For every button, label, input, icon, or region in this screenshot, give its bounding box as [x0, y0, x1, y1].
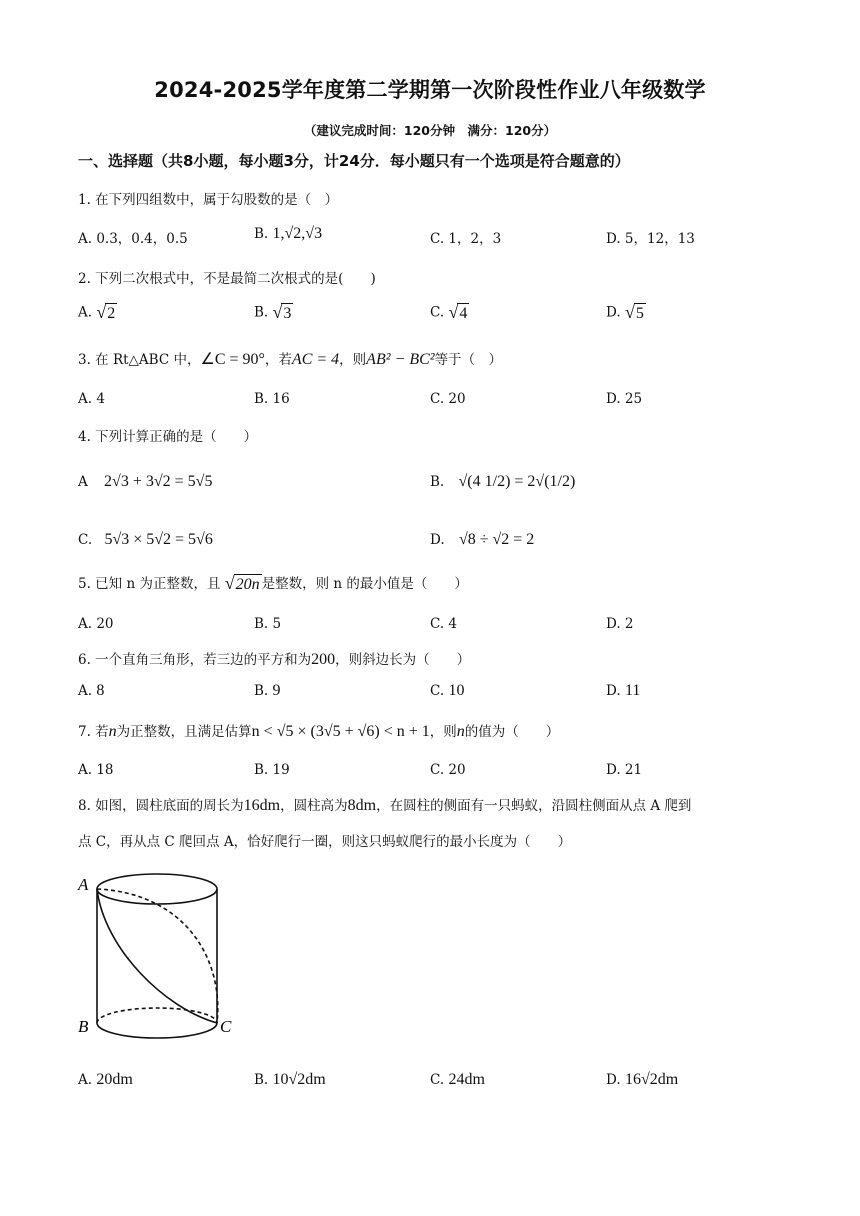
q4-option-c-prefix: C. — [78, 532, 93, 548]
q8-option-c-value: 24dm — [448, 1071, 485, 1088]
q8-option-c — [430, 1071, 485, 1089]
q8-stem-part: ，圆柱高为 — [280, 798, 348, 814]
q8-stem-part: ，在圆柱的侧面有一只蚂蚁，沿圆柱侧面从点 A 爬到 — [376, 798, 692, 814]
q5-stem-part: 5. 已知 n 为正整数，且 — [78, 576, 221, 592]
q2-option-d-value: 5 — [635, 305, 644, 322]
ant-path-front — [97, 889, 217, 1023]
question-6-stem — [78, 648, 470, 669]
q6-option-c-prefix: C. — [430, 683, 445, 699]
q3-stem-ac: AC = 4 — [291, 351, 340, 368]
q7-option-a: A. 18 — [78, 762, 114, 778]
q2-option-d-radical: √ 5 — [624, 302, 644, 322]
q6-option-d-prefix: D. — [606, 683, 621, 699]
q8-option-c-prefix: C. — [430, 1072, 445, 1088]
q1-option-a: A. 0.3，0.4，0.5 — [78, 231, 188, 247]
q5-stem-radical: √ 20n — [224, 573, 260, 594]
q2-option-a-radical: √ 2 — [96, 302, 116, 322]
exam-info: （建议完成时间：120分钟 满分：120分） — [303, 123, 557, 138]
q4-option-b-prefix: B. — [430, 474, 445, 490]
question-3-stem — [78, 348, 502, 369]
q6-option-a-value: 8 — [96, 682, 105, 699]
q8-option-b-prefix: B. — [254, 1072, 269, 1088]
q1-option-b — [254, 225, 322, 243]
point-a-label: A — [78, 875, 89, 894]
q2-option-d — [606, 303, 646, 323]
q4-option-c — [78, 531, 213, 549]
q2-option-b-value: 3 — [283, 305, 292, 322]
q5-option-d: D. 2 — [606, 616, 634, 632]
q6-option-a-prefix: A. — [78, 683, 93, 699]
q2-option-b — [254, 303, 293, 323]
page-title: 2024-2025学年度第二学期第一次阶段性作业八年级数学 — [154, 78, 706, 102]
q7-stem-inequality: n < √5 × (3√5 + √6) < n + 1 — [251, 723, 430, 740]
q3-stem-part: ，则 — [339, 352, 367, 368]
q8-option-b — [254, 1071, 326, 1089]
q2-option-b-prefix: B. — [254, 304, 269, 321]
q3-stem-expr: AB² − BC² — [366, 351, 435, 368]
q8-option-d — [606, 1071, 678, 1089]
q7-stem-part: 7. 若 — [78, 724, 109, 740]
q8-stem-perimeter: 16dm — [243, 797, 281, 814]
q4-option-d-prefix: D. — [430, 532, 445, 548]
q1-option-b-prefix: B. — [254, 226, 269, 242]
q7-stem-part: 的值为（ ） — [464, 724, 560, 740]
q7-option-b: B. 19 — [254, 762, 290, 778]
q5-stem-radicand: 20n — [235, 576, 260, 594]
q8-option-d-prefix: D. — [606, 1072, 621, 1088]
q5-option-c: C. 4 — [430, 616, 458, 632]
q1-option-d: D. 5，12，13 — [606, 231, 695, 247]
q3-option-b: B. 16 — [254, 391, 290, 407]
q6-option-d-value: 11 — [624, 682, 641, 699]
q3-option-c: C. 20 — [430, 391, 466, 407]
q6-option-c-value: 10 — [448, 682, 465, 699]
q8-stem-part: 8. 如图，圆柱底面的周长为 — [78, 798, 244, 814]
q3-option-a: A. 4 — [78, 391, 105, 407]
q7-option-d: D. 21 — [606, 762, 643, 778]
cylinder-bottom-front-arc — [97, 1023, 217, 1038]
q6-stem-part: ，则斜边长为（ ） — [335, 652, 471, 668]
q6-stem-number: 200 — [311, 651, 336, 668]
question-5-stem — [78, 572, 468, 595]
q6-option-b — [254, 682, 281, 700]
q7-stem-part: ，则 — [429, 724, 457, 740]
q7-stem-n: n — [108, 723, 117, 740]
q7-option-c: C. 20 — [430, 762, 466, 778]
q4-option-a-prefix: A — [78, 474, 88, 490]
question-2-stem: 2. 下列二次根式中，不是最简二次根式的是( ) — [78, 271, 376, 287]
q3-stem-angle: ∠C = 90° — [200, 351, 265, 368]
q8-option-a — [78, 1071, 133, 1089]
q6-option-b-prefix: B. — [254, 683, 269, 699]
question-4-stem: 4. 下列计算正确的是（ ） — [78, 429, 258, 445]
q6-option-d — [606, 682, 640, 700]
q8-option-d-value: 16√2dm — [624, 1071, 679, 1088]
q8-option-a-value: 20dm — [96, 1071, 133, 1088]
q6-option-b-value: 9 — [272, 682, 281, 699]
q3-stem-part: 3. 在 Rt△ABC 中， — [78, 352, 201, 368]
q5-option-b: B. 5 — [254, 616, 282, 632]
q4-option-b — [430, 462, 575, 502]
q1-option-c: C. 1，2，3 — [430, 231, 502, 247]
q4-option-d-expr: √8 ÷ √2 = 2 — [458, 531, 535, 548]
section-heading: 一、选择题（共8小题，每小题3分，计24分．每小题只有一个选项是符合题意的） — [78, 152, 630, 170]
q6-option-c — [430, 682, 464, 700]
q2-option-a-prefix: A. — [78, 304, 93, 321]
q8-option-b-value: 10√2dm — [272, 1071, 326, 1088]
q4-option-c-expr: 5√3 × 5√2 = 5√6 — [104, 531, 213, 548]
q3-stem-part: 等于（ ） — [434, 352, 503, 368]
q3-option-d: D. 25 — [606, 391, 643, 407]
q4-option-a — [78, 473, 212, 491]
q7-stem-n: n — [456, 723, 465, 740]
q3-stem-part: ，若 — [264, 352, 292, 368]
q5-option-a: A. 20 — [78, 616, 114, 632]
q2-option-c-prefix: C. — [430, 304, 445, 321]
question-7-stem — [78, 720, 559, 741]
question-8-stem-line-2: 点 C，再从点 C 爬回点 A，恰好爬行一圈，则这只蚂蚁爬行的最小长度为（ ） — [78, 834, 572, 850]
cylinder-top-ellipse — [97, 874, 217, 904]
q2-option-c-value: 4 — [459, 305, 468, 322]
point-b-label: B — [78, 1017, 89, 1036]
q8-stem-height: 8dm — [347, 797, 377, 814]
q2-option-d-prefix: D. — [606, 304, 621, 321]
ant-path-back — [97, 889, 218, 1023]
q1-option-b-value: 1,√2,√3 — [272, 225, 323, 242]
q2-option-a — [78, 303, 117, 323]
q4-option-a-expr: 2√3 + 3√2 = 5√5 — [104, 473, 213, 490]
q5-stem-part: 是整数，则 n 的最小值是（ ） — [261, 576, 468, 592]
q8-option-a-prefix: A. — [78, 1072, 93, 1088]
question-1-stem: 1. 在下列四组数中，属于勾股数的是（ ） — [78, 192, 339, 208]
q7-stem-part: 为正整数，且满足估算 — [116, 724, 252, 740]
point-c-label: C — [220, 1017, 232, 1036]
q4-option-b-expr: √(4 1/2) = 2√(1/2) — [458, 473, 576, 490]
q6-stem-part: 6. 一个直角三角形，若三边的平方和为 — [78, 652, 312, 668]
question-8-stem-line-1 — [78, 794, 691, 815]
cylinder-figure — [74, 868, 244, 1040]
q6-option-a — [78, 682, 104, 700]
q2-option-c — [430, 303, 469, 323]
q4-option-d — [430, 531, 534, 549]
q2-option-c-radical: √ 4 — [448, 302, 468, 322]
q2-option-b-radical: √ 3 — [272, 302, 292, 322]
q2-option-a-value: 2 — [107, 305, 116, 322]
